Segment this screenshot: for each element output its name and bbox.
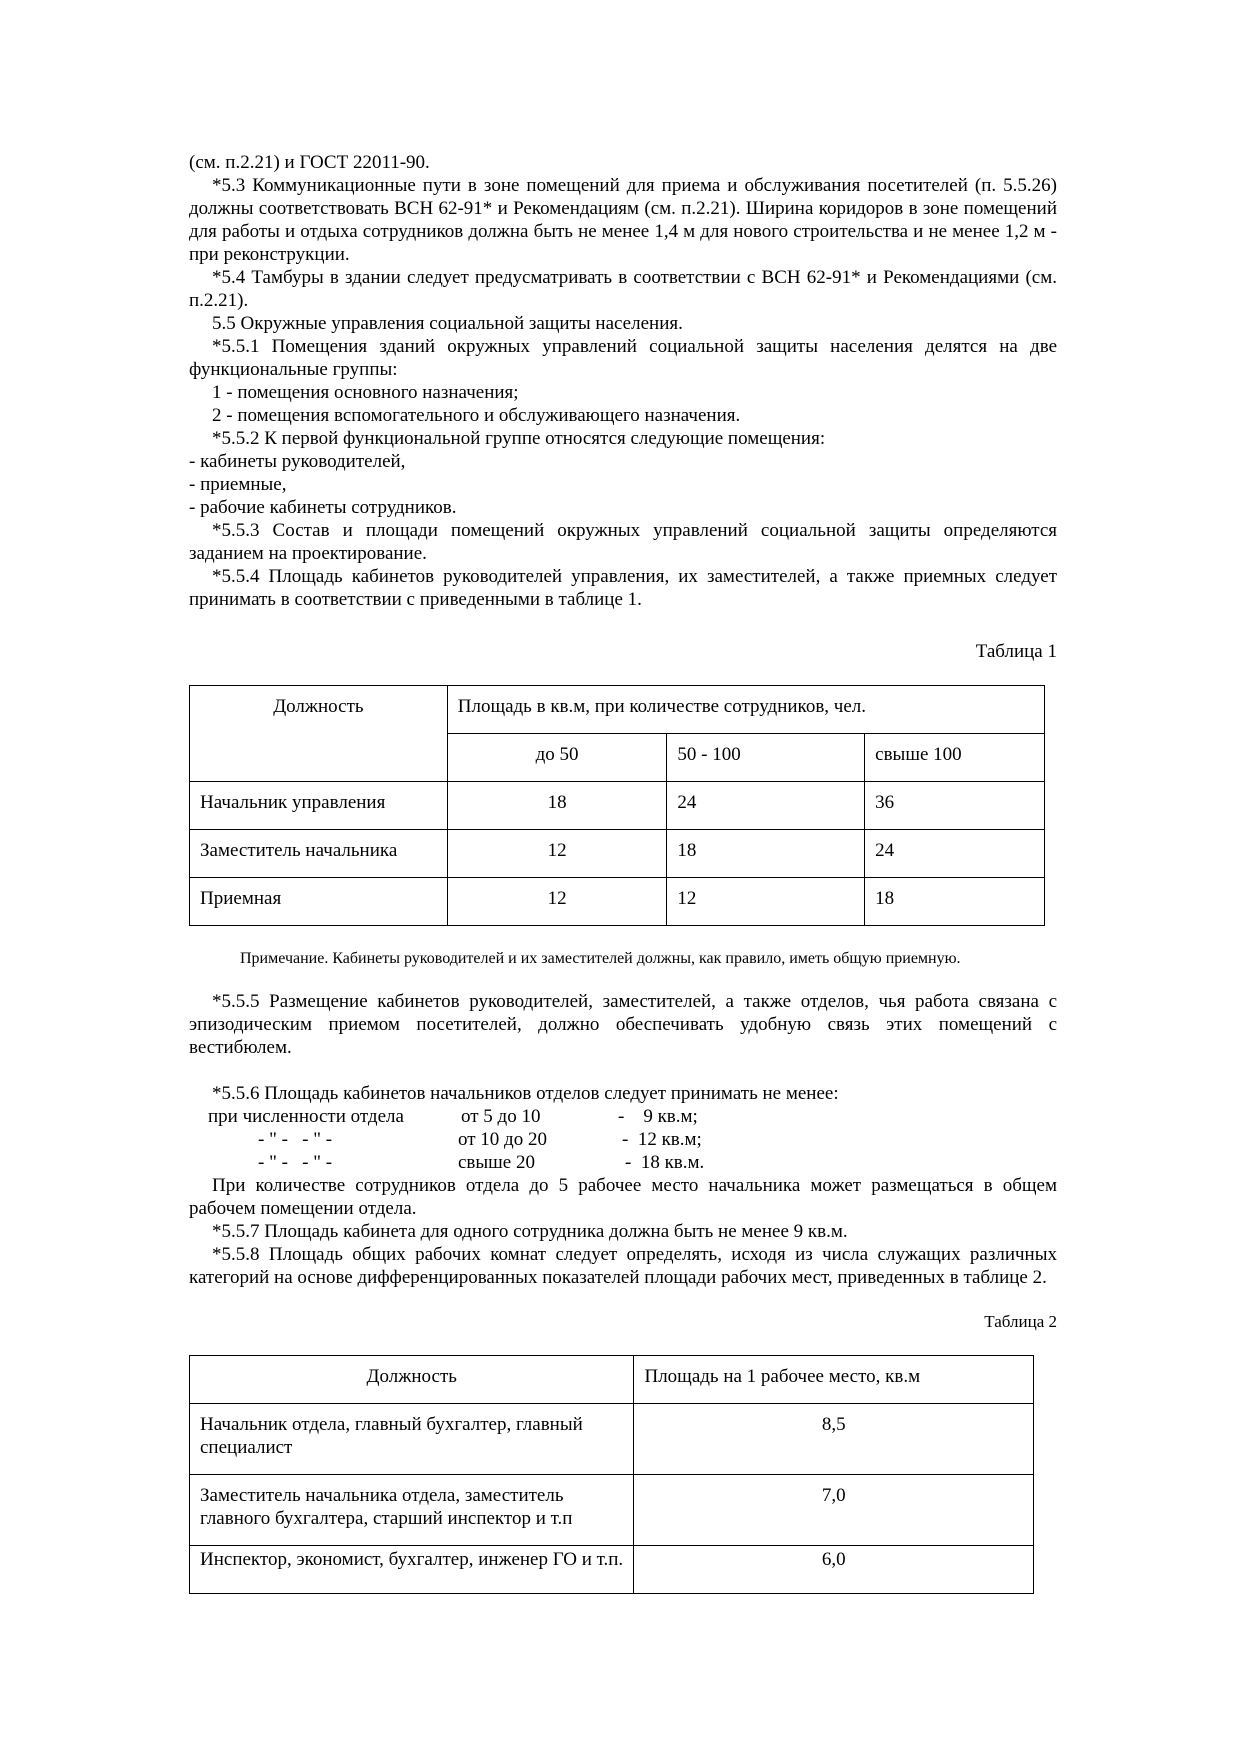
paragraph: *5.5.7 Площадь кабинета для одного сотрудника должна быть не менее 9 кв.м. xyxy=(212,1221,848,1242)
table1-note: Примечание. Кабинеты руководителей и их заместителей должны, как правило, иметь общую приемную. xyxy=(240,950,961,967)
table2-header-area: Площадь на 1 рабочее место, кв.м xyxy=(634,1356,1034,1404)
table1-cell: 12 xyxy=(667,878,865,926)
table-row xyxy=(190,1404,1034,1475)
paragraph-5-5-5: *5.5.5 Размещение кабинетов руководителей, заместителей, а также отделов, чья работа связана с эпизодическим приемом посетителей, должно обеспечивать удобную связь этих помещений с вестибюлем. xyxy=(189,991,1057,1058)
table2-header-position: Должность xyxy=(190,1356,634,1404)
paragraph: *5.3 Коммуникационные пути в зоне помещений для приема и обслуживания посетителей (п. 5.5.26) должны соответствовать ВСН 62-91* и Рекомендациям (см. п.2.21). Ширина коридоров в зоне помещений для работы и отдыха сотрудников должна быть не менее 1,4 м для нового строительства и не менее 1,2 м - при реконструкции. xyxy=(189,175,1057,265)
table2-cell: 6,0 xyxy=(634,1546,1034,1594)
area-list-value: - 9 кв.м; xyxy=(618,1106,698,1127)
paragraph: *5.5.1 Помещения зданий окружных управлений социальной защиты населения делятся на две функциональные группы: xyxy=(189,336,1057,380)
table1-cell: 18 xyxy=(865,878,1045,926)
area-list-label: при численности отдела xyxy=(208,1106,404,1127)
paragraph: *5.5.3 Состав и площади помещений окружных управлений социальной защиты определяются заданием на проектирование. xyxy=(189,520,1057,564)
paragraph: 2 - помещения вспомогательного и обслуживающего назначения. xyxy=(212,405,741,426)
table1-header-position: Должность xyxy=(190,686,448,782)
table1-cell: 36 xyxy=(865,782,1045,830)
table2-cell-label: Инспектор, экономист, бухгалтер, инженер ГО и т.п. xyxy=(190,1546,634,1594)
paragraph: - приемные, xyxy=(189,474,287,495)
table-row xyxy=(190,830,1045,878)
paragraph: - кабинеты руководителей, xyxy=(189,451,406,472)
table1-caption: Таблица 1 xyxy=(975,641,1057,662)
table2-cell-label: Начальник отдела, главный бухгалтер, главный специалист xyxy=(190,1404,634,1475)
paragraph: *5.5.8 Площадь общих рабочих комнат следует определять, исходя из числа служащих различных категорий на основе дифференцированных показателей площади рабочих мест, приведенных в таблице 2. xyxy=(189,1244,1057,1288)
table1-cell: 12 xyxy=(447,830,667,878)
paragraph: *5.5.2 К первой функциональной группе относятся следующие помещения: xyxy=(212,428,826,449)
paragraph: При количестве сотрудников отдела до 5 рабочее место начальника может размещаться в общем рабочем помещении отдела. xyxy=(189,1175,1057,1219)
table2-cell: 7,0 xyxy=(634,1475,1034,1546)
paragraph: *5.4 Тамбуры в здании следует предусматривать в соответствии с ВСН 62-91* и Рекомендациями (см. п.2.21). xyxy=(189,267,1057,311)
table-row xyxy=(190,1546,1034,1594)
body-text-top xyxy=(189,151,1057,611)
paragraph: - рабочие кабинеты сотрудников. xyxy=(189,497,457,518)
area-list-value: - 12 кв.м; xyxy=(622,1129,702,1150)
area-list-value: - 18 кв.м. xyxy=(625,1152,705,1173)
area-list-range: от 5 до 10 xyxy=(461,1106,541,1127)
table-2 xyxy=(189,1355,1034,1594)
table2-cell-label: Заместитель начальника отдела, заместитель главного бухгалтера, старший инспектор и т.п xyxy=(190,1475,634,1546)
table1-cell: 24 xyxy=(865,830,1045,878)
table1-cell-label: Начальник управления xyxy=(190,782,448,830)
area-list-label: - " - - " - xyxy=(258,1129,333,1150)
table1-subheader: до 50 xyxy=(447,734,667,782)
area-list-range: от 10 до 20 xyxy=(458,1129,547,1150)
paragraph: *5.5.4 Площадь кабинетов руководителей управления, их заместителей, а также приемных следует принимать в соответствии с приведенными в таблице 1. xyxy=(189,566,1057,610)
table-row xyxy=(190,1475,1034,1546)
table2-caption: Таблица 2 xyxy=(984,1312,1057,1331)
table2-cell: 8,5 xyxy=(634,1404,1034,1475)
table-1 xyxy=(189,685,1045,926)
table1-cell: 12 xyxy=(447,878,667,926)
paragraph: 5.5 Окружные управления социальной защиты населения. xyxy=(212,313,683,334)
paragraph: 1 - помещения основного назначения; xyxy=(212,382,519,403)
table1-cell: 18 xyxy=(667,830,865,878)
table-row xyxy=(190,878,1045,926)
table1-cell: 18 xyxy=(447,782,667,830)
table-row xyxy=(190,782,1045,830)
table1-header-area: Площадь в кв.м, при количестве сотрудников, чел. xyxy=(447,686,1044,734)
paragraph-5-5-6: *5.5.6 Площадь кабинетов начальников отделов следует принимать не менее: xyxy=(212,1083,839,1104)
table1-subheader: 50 - 100 xyxy=(667,734,865,782)
body-text-bottom xyxy=(189,1174,1057,1289)
table1-cell: 24 xyxy=(667,782,865,830)
paragraph: (см. п.2.21) и ГОСТ 22011-90. xyxy=(189,152,430,173)
table1-cell-label: Приемная xyxy=(190,878,448,926)
area-list-label: - " - - " - xyxy=(258,1152,333,1173)
table1-subheader: свыше 100 xyxy=(865,734,1045,782)
area-list-range: свыше 20 xyxy=(458,1152,535,1173)
table1-cell-label: Заместитель начальника xyxy=(190,830,448,878)
